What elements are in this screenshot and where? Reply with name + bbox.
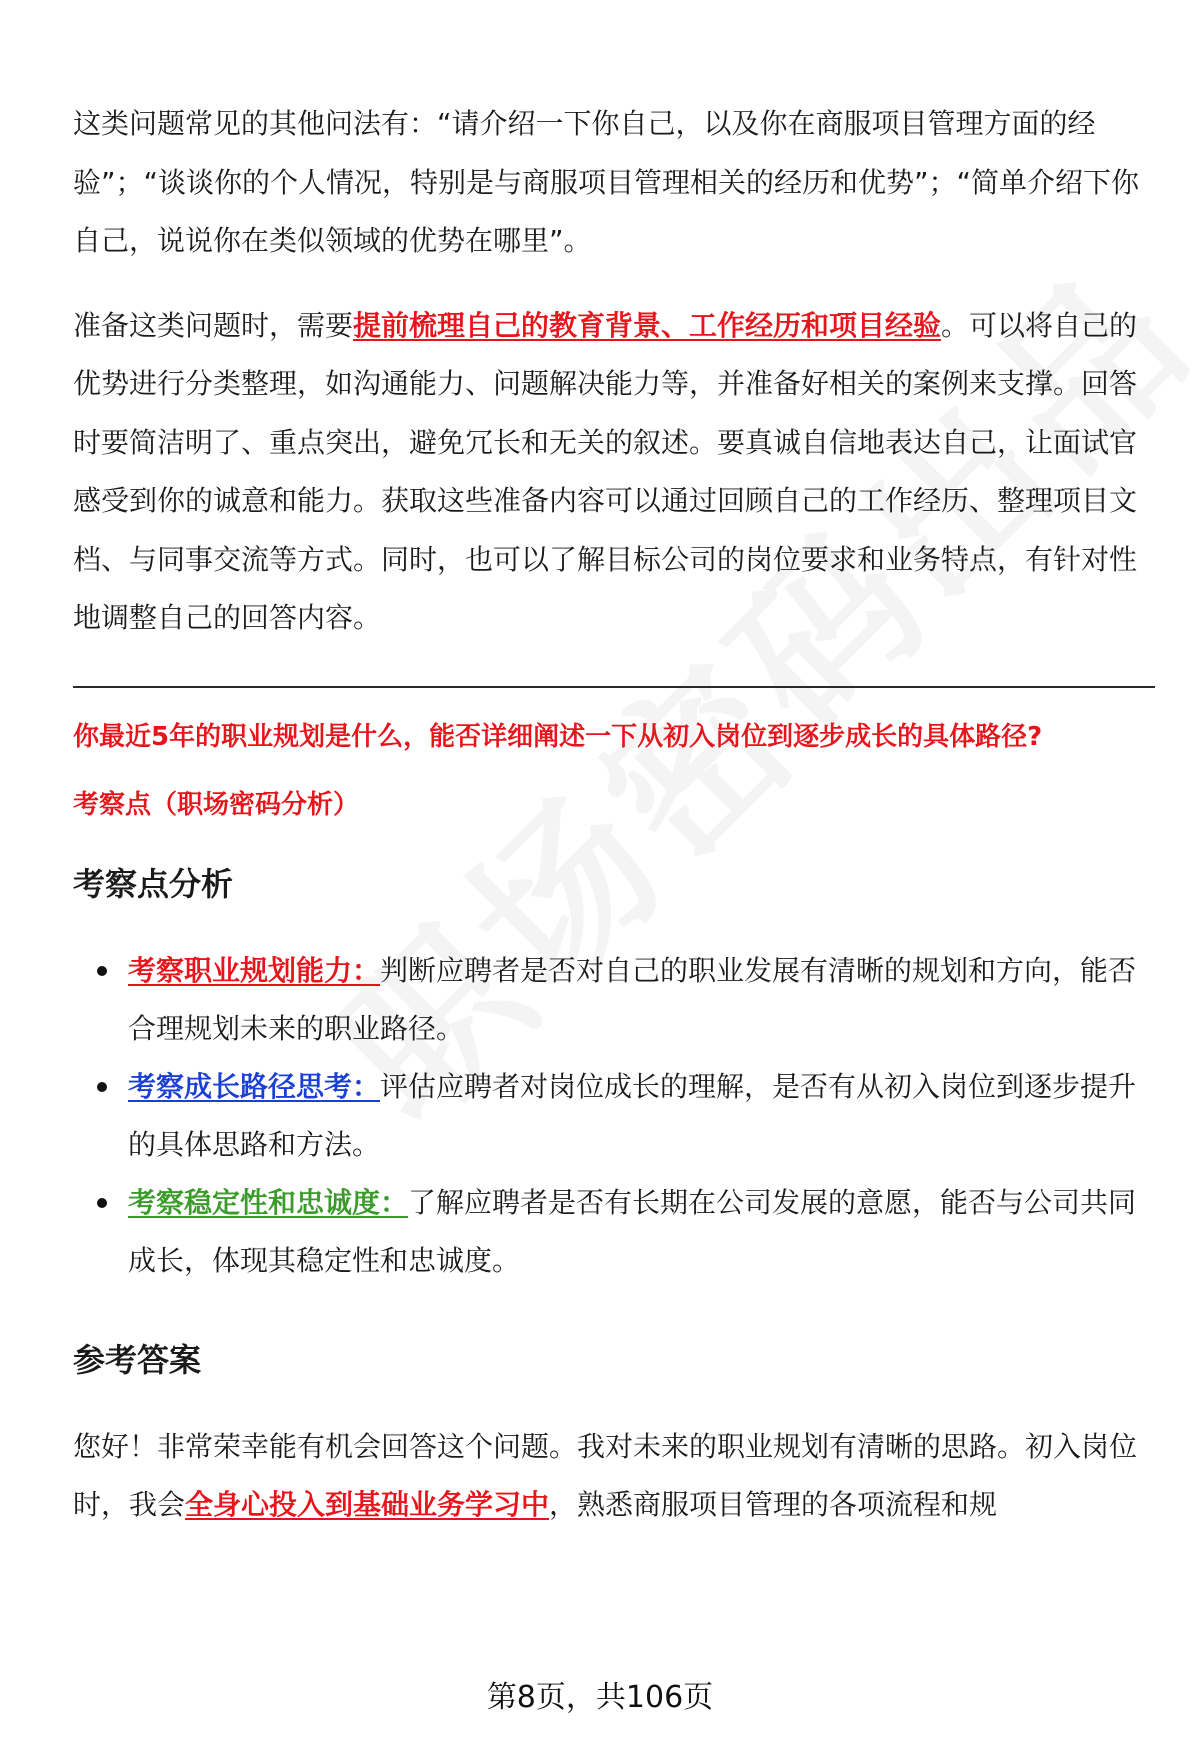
page-content (73, 95, 1153, 1535)
analysis-heading: 考察点分析 (73, 864, 234, 903)
page-number: 第8页，共106页 (486, 1680, 714, 1715)
list-item (73, 1174, 1153, 1290)
answer-text-before: 您好！非常荣幸能有机会回答这个问题。我对未来的职业规划有清晰的思路。初入岗位时，我会 (73, 1429, 1138, 1521)
answer-heading: 参考答案 (73, 1340, 202, 1379)
bullet-icon (97, 1198, 107, 1208)
question-subpoint: 考察点（职场密码分析） (73, 789, 360, 820)
section-divider (73, 686, 1155, 688)
list-item (73, 1058, 1153, 1174)
prep-text-after: 。可以将自己的优势进行分类整理，如沟通能力、问题解决能力等，并准备好相关的案例来支撑。回答时要简洁明了、重点突出，避免冗长和无关的叙述。要真诚自信地表达自己，让面试官感受到你的诚意和能力。获取这些准备内容可以通过回顾自己的工作经历、整理项目文档、与同事交流等方式。同时，也可以了解目标公司的岗位要求和业务特点，有针对性地调整自己的回答内容。 (73, 308, 1138, 634)
analysis-keyword: 考察稳定性和忠诚度： (128, 1185, 409, 1219)
analysis-keyword: 考察职业规划能力： (128, 953, 381, 987)
intro-paragraph-preparation (73, 297, 1153, 648)
question-title: 你最近5年的职业规划是什么，能否详细阐述一下从初入岗位到逐步成长的具体路径? (73, 721, 1043, 752)
analysis-text: 了解应聘者是否有长期在公司发展的意愿，能否与公司共同成长，体现其稳定性和忠诚度。 (128, 1185, 1137, 1277)
bullet-icon (97, 1082, 107, 1092)
analysis-keyword: 考察成长路径思考： (128, 1069, 381, 1103)
prep-highlight: 提前梳理自己的教育背景、工作经历和项目经验 (353, 308, 942, 342)
answer-text-after: ，熟悉商服项目管理的各项流程和规 (549, 1488, 998, 1521)
analysis-text: 判断应聘者是否对自己的职业发展有清晰的规划和方向，能否合理规划未来的职业路径。 (128, 953, 1137, 1045)
analysis-list (73, 942, 1153, 1290)
bullet-icon (97, 966, 107, 976)
list-item (73, 942, 1153, 1058)
prep-text-before: 准备这类问题时，需要 (73, 308, 354, 342)
answer-highlight: 全身心投入到基础业务学习中 (185, 1488, 550, 1521)
analysis-text: 评估应聘者对岗位成长的理解，是否有从初入岗位到逐步提升的具体思路和方法。 (128, 1069, 1137, 1161)
answer-paragraph (73, 1418, 1153, 1535)
intro-paragraph-alt-questions: 这类问题常见的其他问法有：“请介绍一下你自己，以及你在商服项目管理方面的经验”；“谈谈你的个人情况，特别是与商服项目管理相关的经历和优势”；“简单介绍下你自己，说说你在类似领域的优势在哪里”。 (73, 107, 1140, 257)
